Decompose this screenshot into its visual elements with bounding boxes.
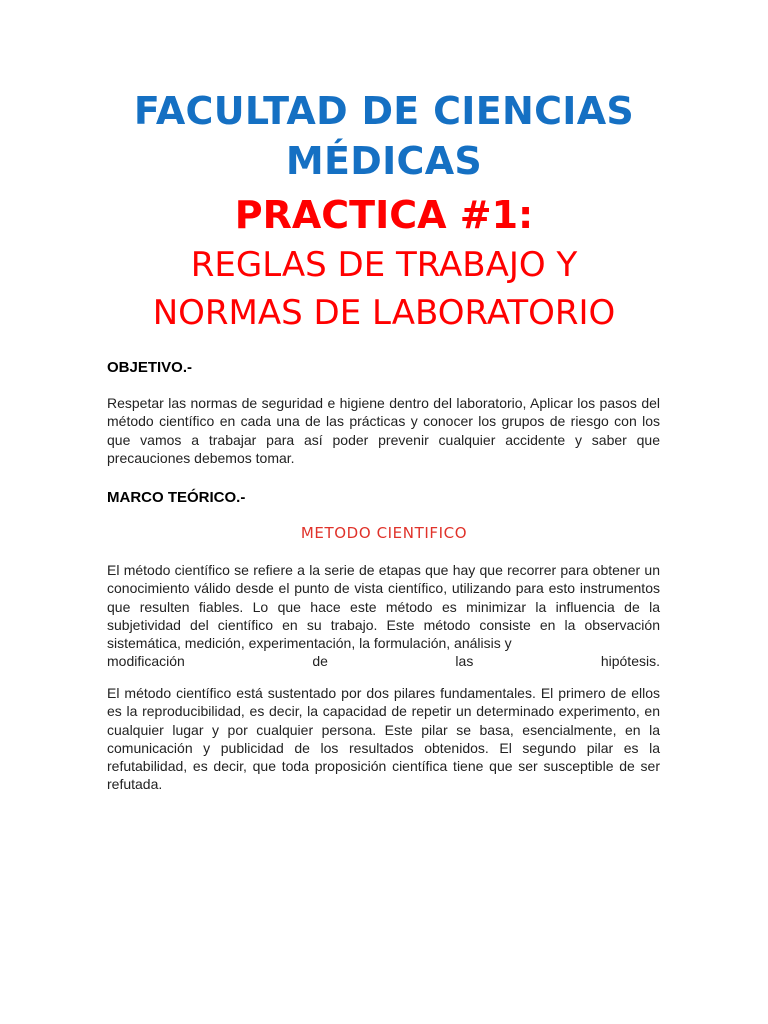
objetivo-heading: OBJETIVO.-	[107, 359, 193, 376]
marco-paragraph-1-main: El método científico se refiere a la serie de etapas que hay que recorrer para obtener un conocimiento válido desde el punto de vista científico, utilizando para esto instrumentos que resulten fiables. Lo que hace este método es minimizar la influencia de la subjetividad del científico en su trabajo. Este método consiste en la observación sistemática, medición, experimentación, la formulación, análisis y	[107, 562, 660, 652]
practice-title-line1: REGLAS DE TRABAJO Y	[190, 245, 578, 285]
marco-paragraph-1-last-line: modificación de las hipótesis.	[107, 653, 660, 670]
faculty-title-line2: MÉDICAS	[285, 139, 483, 183]
practice-number: PRACTICA #1:	[234, 193, 534, 237]
objetivo-section	[107, 394, 660, 467]
marco-paragraph-1-wrap	[107, 561, 660, 671]
objetivo-paragraph: Respetar las normas de seguridad e higiene dentro del laboratorio, Aplicar los pasos del método científico en cada una de las prácticas y conocer los grupos de riesgo con los que vamos a trabajar para así poder prevenir cualquier accidente y saber que precauciones debemos tomar.	[107, 395, 660, 466]
objetivo-heading-wrap	[107, 359, 660, 376]
marco-paragraph-1	[107, 561, 660, 671]
marco-heading-wrap	[107, 489, 660, 506]
metodo-cientifico-subheading: METODO CIENTIFICO	[300, 524, 468, 542]
marco-paragraph-2: El método científico está sustentado por dos pilares fundamentales. El primero de ellos es la reproducibilidad, es decir, la capacidad de repetir un determinado experimento, en cualquier lugar y por cualquier persona. Este pilar se basa, esencialmente, en la comunicación y publicidad de los resultados obtenidos. El segundo pilar es la refutabilidad, es decir, que toda proposición científica tiene que ser susceptible de ser refutada.	[107, 685, 660, 793]
practice-title-line2: NORMAS DE LABORATORIO	[152, 293, 616, 333]
faculty-title-line1: FACULTAD DE CIENCIAS	[133, 89, 635, 133]
marco-paragraph-2-wrap	[107, 684, 660, 794]
title-block	[0, 86, 768, 337]
marco-teorico-heading: MARCO TEÓRICO.-	[107, 489, 246, 506]
